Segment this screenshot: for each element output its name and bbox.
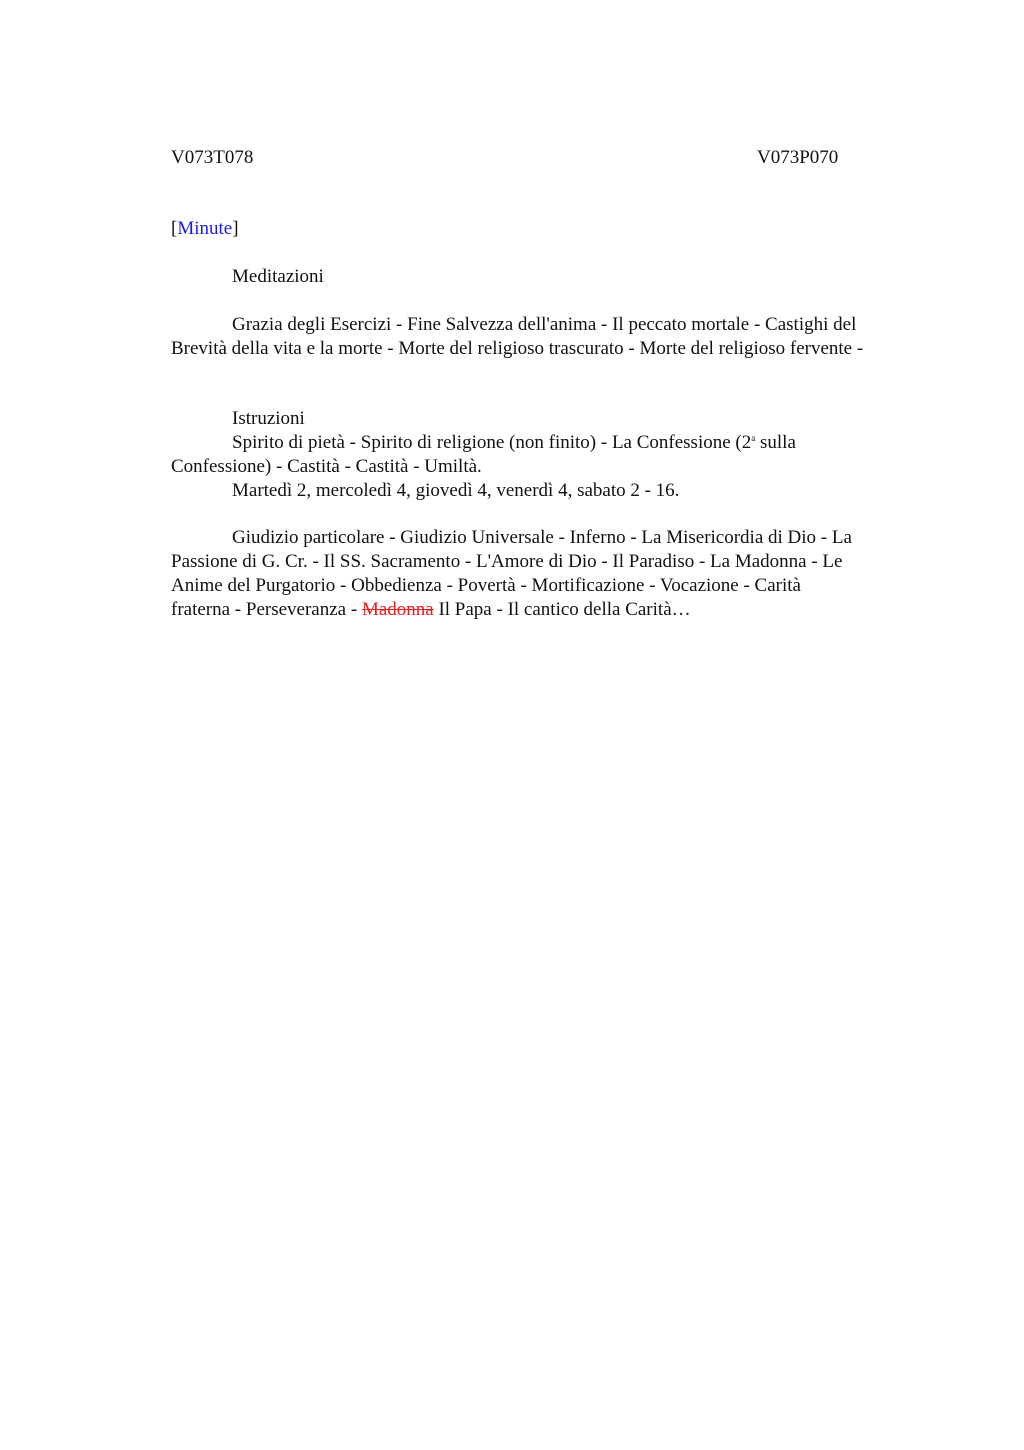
topics-line-2: Passione di G. Cr. - Il SS. Sacramento - L'Amore di Dio - Il Paradiso - La Madonna - Le: [171, 551, 843, 572]
istruzioni-schedule: Martedì 2, mercoledì 4, giovedì 4, venerdì 4, sabato 2 - 16.: [232, 480, 680, 501]
istruzioni-line-1-end: sulla: [755, 432, 796, 453]
istruzioni-line-1: [171, 431, 931, 455]
minute-link[interactable]: Minute: [177, 218, 233, 239]
topics-line-4-start: fraterna - Perseveranza -: [171, 599, 362, 620]
meditazioni-line-1: Grazia degli Esercizi - Fine Salvezza dell'anima - Il peccato mortale - Castighi del: [232, 314, 857, 335]
istruzioni-section: [171, 407, 931, 503]
meditazioni-heading: Meditazioni: [232, 266, 324, 287]
istruzioni-line-2: Confessione) - Castità - Castità - Umiltà.: [171, 456, 482, 477]
topics-line-4-end: Il Papa - Il cantico della Carità…: [433, 599, 691, 620]
meditazioni-list: [171, 313, 931, 361]
topics-line-1: Giudizio particolare - Giudizio Universale - Inferno - La Misericordia di Dio - La: [232, 527, 852, 548]
topics-list: [171, 526, 931, 622]
document-code-left: V073T078: [171, 147, 254, 168]
topics-line-3: Anime del Purgatorio - Obbedienza - Povertà - Mortificazione - Vocazione - Carità: [171, 575, 801, 596]
minute-reference: [171, 217, 239, 241]
document-code-right: V073P070: [757, 147, 839, 168]
meditazioni-heading-block: [171, 265, 931, 289]
topics-line-4: [171, 598, 931, 622]
deleted-word: Madonna: [361, 599, 434, 620]
ordinal-superscript: a: [751, 433, 756, 443]
open-bracket: [: [171, 218, 178, 239]
meditazioni-line-2: Brevità della vita e la morte - Morte del religioso trascurato - Morte del religioso fervente -: [171, 338, 864, 359]
close-bracket: ]: [232, 218, 239, 239]
istruzioni-heading: Istruzioni: [232, 408, 305, 429]
istruzioni-line-1-text: Spirito di pietà - Spirito di religione (non finito) - La Confessione (2: [232, 432, 752, 453]
